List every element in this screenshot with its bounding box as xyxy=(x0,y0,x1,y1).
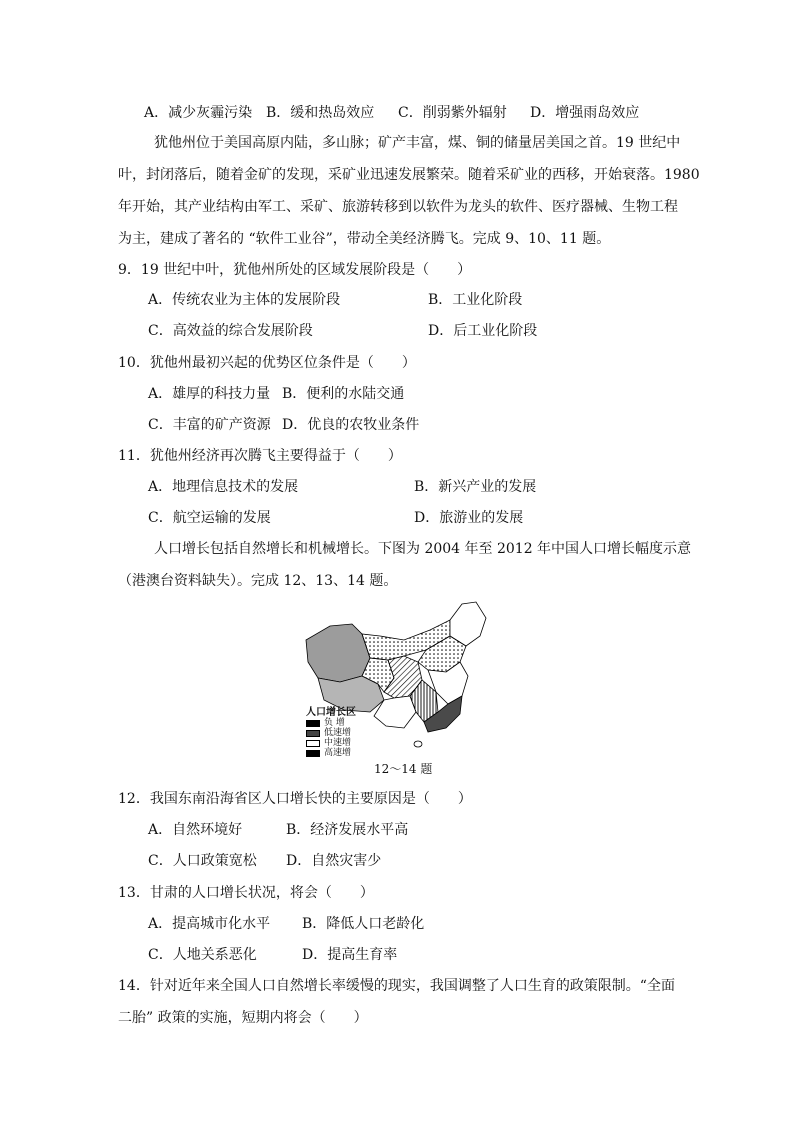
q12-stem: 12．我国东南沿海省区人口增长快的主要原因是（ ） xyxy=(118,791,472,807)
legend-swatch xyxy=(306,750,320,757)
legend-row-negative xyxy=(306,718,356,728)
map-caption: 12～14 题 xyxy=(374,762,433,776)
q13-option-d: D．提高生育率 xyxy=(302,947,398,963)
legend-row-medium xyxy=(306,738,356,748)
q9-option-d: D．后工业化阶段 xyxy=(428,323,538,339)
q9-option-c: C．高效益的综合发展阶段 xyxy=(148,323,313,339)
legend-label: 低速增 xyxy=(324,728,352,738)
q8-option-a: A．减少灰霾污染 xyxy=(144,105,253,121)
q13-option-c: C．人地关系恶化 xyxy=(148,947,257,963)
legend-row-low xyxy=(306,728,356,738)
q12-option-b: B．经济发展水平高 xyxy=(286,822,409,838)
q10-stem: 10．犹他州最初兴起的优势区位条件是（ ） xyxy=(118,355,416,371)
utah-paragraph-line-1: 犹他州位于美国高原内陆，多山脉；矿产丰富，煤、铜的储量居美国之首。19 世纪中 xyxy=(154,135,681,151)
map-legend xyxy=(306,708,356,758)
q9-stem: 9．19 世纪中叶，犹他州所处的区域发展阶段是（ ） xyxy=(118,262,472,278)
q13-stem: 13．甘肃的人口增长状况，将会（ ） xyxy=(118,885,374,901)
pop-paragraph-line-2: （港澳台资料缺失）。完成 12、13、14 题。 xyxy=(118,573,398,589)
q10-option-b: B．便利的水陆交通 xyxy=(282,386,405,402)
legend-label: 负 增 xyxy=(324,718,345,728)
q11-option-c: C．航空运输的发展 xyxy=(148,510,271,526)
china-population-map xyxy=(300,600,492,780)
q13-option-a: A．提高城市化水平 xyxy=(148,916,271,932)
q8-option-d: D．增强雨岛效应 xyxy=(530,105,640,121)
legend-swatch xyxy=(306,740,320,747)
utah-paragraph-line-3: 年开始，其产业结构由军工、采矿、旅游转移到以软件为龙头的软件、医疗器械、生物工程 xyxy=(118,199,678,215)
legend-row-high xyxy=(306,748,356,758)
q8-option-c: C．削弱紫外辐射 xyxy=(398,105,507,121)
q11-option-a: A．地理信息技术的发展 xyxy=(148,479,299,495)
q13-option-b: B．降低人口老龄化 xyxy=(302,916,425,932)
utah-paragraph-line-4: 为主，建成了著名的 “软件工业谷”，带动全美经济腾飞。完成 9、10、11 题。 xyxy=(118,231,611,247)
q9-option-b: B．工业化阶段 xyxy=(428,292,523,308)
q8-option-b: B．缓和热岛效应 xyxy=(266,105,375,121)
q10-option-a: A．雄厚的科技力量 xyxy=(148,386,271,402)
legend-label: 高速增 xyxy=(324,748,352,758)
legend-title: 人口增长区 xyxy=(306,707,356,718)
q11-stem: 11．犹他州经济再次腾飞主要得益于（ ） xyxy=(118,448,402,464)
legend-label: 中速增 xyxy=(324,738,352,748)
region-xinjiang xyxy=(306,624,370,682)
utah-paragraph-line-2: 叶，封闭落后，随着金矿的发现，采矿业迅速发展繁荣。随着采矿业的西移，开始衰落。1980 xyxy=(118,167,700,183)
q10-option-d: D．优良的农牧业条件 xyxy=(282,417,420,433)
q10-option-c: C．丰富的矿产资源 xyxy=(148,417,271,433)
q9-option-a: A．传统农业为主体的发展阶段 xyxy=(148,292,341,308)
q11-option-b: B．新兴产业的发展 xyxy=(414,479,537,495)
q12-option-a: A．自然环境好 xyxy=(148,822,243,838)
legend-swatch xyxy=(306,720,320,727)
q12-option-d: D．自然灾害少 xyxy=(286,853,382,869)
q11-option-d: D．旅游业的发展 xyxy=(414,510,524,526)
pop-paragraph-line-1: 人口增长包括自然增长和机械增长。下图为 2004 年至 2012 年中国人口增长幅度示意 xyxy=(154,541,692,557)
legend-swatch xyxy=(306,730,320,737)
q14-stem-line-2: 二胎” 政策的实施，短期内将会（ ） xyxy=(118,1010,368,1026)
region-hainan xyxy=(414,741,422,747)
q12-option-c: C．人口政策宽松 xyxy=(148,853,257,869)
q14-stem-line-1: 14．针对近年来全国人口自然增长率缓慢的现实，我国调整了人口生育的政策限制。“全面 xyxy=(118,978,675,994)
